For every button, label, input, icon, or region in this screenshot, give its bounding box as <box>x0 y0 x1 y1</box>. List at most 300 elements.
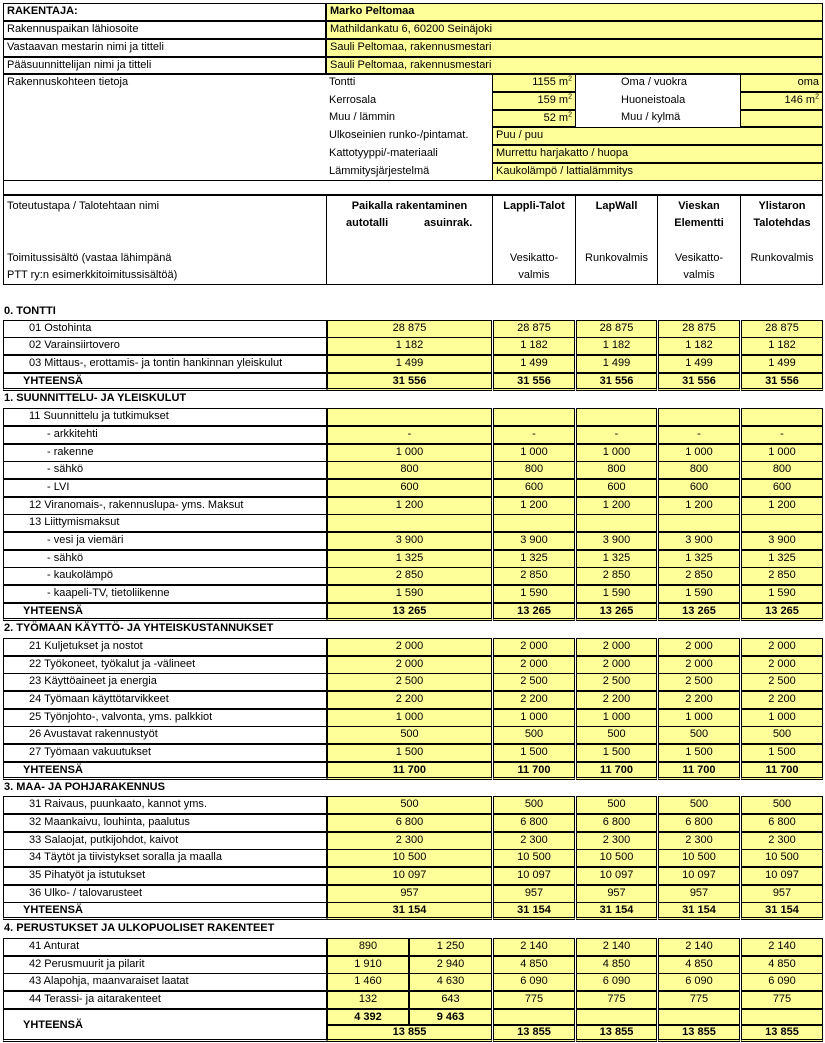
value-cell: 1 325 <box>493 550 575 568</box>
total-value: 31 556 <box>658 373 740 391</box>
value-cell: 10 097 <box>327 867 492 885</box>
value-cell: 28 875 <box>327 320 492 338</box>
value-cell: - <box>741 426 823 444</box>
section-tontti: 0. TONTTI <box>4 305 56 317</box>
row-label <box>3 849 327 867</box>
row-label-text: 33 Salaojat, putkijohdot, kaivot <box>29 834 179 846</box>
row-label <box>3 956 327 974</box>
value-cell: - <box>327 426 492 444</box>
value-cell: 2 200 <box>741 691 823 709</box>
value-cell: 10 097 <box>493 867 575 885</box>
row-label <box>3 656 327 674</box>
value-cell: 775 <box>741 991 823 1009</box>
col4-title-1: Vieskan <box>678 200 720 212</box>
value-cell: 28 875 <box>576 320 657 338</box>
total-value: 11 700 <box>327 762 492 780</box>
value-cell: 1 590 <box>576 585 657 603</box>
value-cell: 2 140 <box>576 938 657 956</box>
row-label <box>3 408 327 426</box>
toimitus-label-2: PTT ry:n esimerkkitoimitussisältöä) <box>7 269 178 281</box>
value-cell: 3 900 <box>576 532 657 550</box>
oma-label: Oma / vuokra <box>621 76 688 88</box>
col2-title: Lappli-Talot <box>503 200 565 212</box>
value-cell: 6 800 <box>327 814 492 832</box>
kerrosala-value: 159 $m^2$ <box>492 92 576 110</box>
kohde-label: Rakennuskohteen tietoja <box>7 76 129 88</box>
row-label-text: 22 Työkoneet, työkalut ja -välineet <box>29 658 196 670</box>
row-label <box>3 638 327 656</box>
value-cell: 800 <box>658 461 740 479</box>
value-cell: 957 <box>327 885 492 903</box>
total-value: 13 855 <box>493 1025 575 1042</box>
katto-value: Murrettu harjakatto / huopa <box>492 145 823 163</box>
suunnittelija-label: Pääsuunnittelijan nimi ja titteli <box>3 57 326 74</box>
row-label <box>3 355 327 373</box>
col4-title-2: Elementti <box>674 217 724 229</box>
lammitys-value: Kaukolämpö / lattialämmitys <box>492 163 823 181</box>
value-cell: 28 875 <box>741 320 823 338</box>
value-cell: 1 000 <box>327 444 492 462</box>
total-label-text: YHTEENSÄ <box>23 375 83 387</box>
value-cell: 500 <box>327 726 492 744</box>
row-label <box>3 320 327 338</box>
value-cell: 500 <box>493 726 575 744</box>
value-cell: 1 499 <box>493 355 575 373</box>
col4-toimitus-1: Vesikatto- <box>674 252 724 264</box>
value-cell: 1 200 <box>493 497 575 515</box>
row-label-text: 42 Perusmuurit ja pilarit <box>29 958 145 970</box>
value-cell: 1 200 <box>576 497 657 515</box>
value-cell: 957 <box>576 885 657 903</box>
value-cell: 800 <box>576 461 657 479</box>
total-value: 11 700 <box>493 762 575 780</box>
value-cell: 957 <box>658 885 740 903</box>
total-value: 13 265 <box>741 603 823 621</box>
total-value: 31 154 <box>576 902 657 920</box>
value-cell: 6 800 <box>658 814 740 832</box>
total-value: 11 700 <box>576 762 657 780</box>
row-label-text: 31 Raivaus, puunkaato, kannot yms. <box>29 798 207 810</box>
muu-label: Muu / lämmin <box>329 111 396 123</box>
row-label-text: - vesi ja viemäri <box>47 534 124 546</box>
value-cell <box>658 514 740 532</box>
row-label <box>3 567 327 585</box>
value-cell: 2 000 <box>741 638 823 656</box>
ulkoseinien-label: Ulkoseinien runko-/pintamat. <box>329 129 469 141</box>
value-cell: 1 499 <box>576 355 657 373</box>
value-cell: 2 000 <box>658 638 740 656</box>
col1-sub-b: asuinrak. <box>424 217 473 229</box>
value-cell: 600 <box>741 479 823 497</box>
value-cell <box>741 514 823 532</box>
value-cell: 500 <box>658 796 740 814</box>
total-value: 31 556 <box>576 373 657 391</box>
value-cell: 10 097 <box>741 867 823 885</box>
value-cell <box>741 408 823 426</box>
row-label-text: - sähkö <box>47 463 84 475</box>
value-cell: 3 900 <box>327 532 492 550</box>
row-label-text: 25 Työnjohto-, valvonta, yms. palkkiot <box>29 711 213 723</box>
value-cell: 2 850 <box>493 567 575 585</box>
value-cell: 1 000 <box>493 444 575 462</box>
value-cell: 1 325 <box>741 550 823 568</box>
osoite-value: Mathildankatu 6, 60200 Seinäjoki <box>326 21 823 39</box>
value-cell: 500 <box>658 726 740 744</box>
value-cell: 6 800 <box>493 814 575 832</box>
value-cell: 600 <box>576 479 657 497</box>
col5-title-2: Talotehdas <box>753 217 811 229</box>
value-cell: 6 090 <box>493 973 575 991</box>
row-label <box>3 673 327 691</box>
value-cell: 1 590 <box>327 585 492 603</box>
rakentaja-label: RAKENTAJA: <box>3 3 326 21</box>
total-label-text: YHTEENSÄ <box>23 764 83 776</box>
empty-cell <box>493 1009 575 1025</box>
total-value: 13 265 <box>327 603 492 621</box>
row-label-text: 36 Ulko- / talovarusteet <box>29 887 143 899</box>
empty-cell <box>576 1009 657 1025</box>
row-label-text: 13 Liittymismaksut <box>29 516 120 528</box>
tontti-label: Tontti <box>329 76 356 88</box>
col2-toimitus-1: Vesikatto- <box>509 252 559 264</box>
value-cell: 6 090 <box>741 973 823 991</box>
value-cell: 500 <box>741 796 823 814</box>
mestari-label: Vastaavan mestarin nimi ja titteli <box>3 39 326 57</box>
autotalli-value: 890 <box>327 938 409 956</box>
value-cell: 10 500 <box>327 849 492 867</box>
value-cell: 500 <box>327 796 492 814</box>
value-cell: 2 000 <box>327 638 492 656</box>
value-cell: 2 000 <box>741 656 823 674</box>
value-cell: 1 000 <box>658 709 740 727</box>
value-cell: 1 182 <box>327 337 492 355</box>
total-value: 31 556 <box>327 373 492 391</box>
value-cell: 600 <box>327 479 492 497</box>
row-label <box>3 973 327 991</box>
total-value: 13 855 <box>576 1025 657 1042</box>
value-cell: 1 000 <box>741 709 823 727</box>
row-label-text: 27 Työmaan vakuutukset <box>29 746 152 758</box>
tontti-value: 1155 $m^2$ <box>492 74 576 92</box>
asuinrak-value: 2 940 <box>409 956 492 974</box>
row-label <box>3 514 327 532</box>
row-label-text: 03 Mittaus-, erottamis- ja tontin hankinnan yleiskulut <box>29 357 283 369</box>
value-cell: 1 182 <box>658 337 740 355</box>
value-cell: 10 097 <box>658 867 740 885</box>
value-cell: 2 140 <box>658 938 740 956</box>
value-cell: 500 <box>576 726 657 744</box>
value-cell: 800 <box>327 461 492 479</box>
value-cell: 2 500 <box>576 673 657 691</box>
value-cell: 775 <box>658 991 740 1009</box>
total-value: 13 265 <box>493 603 575 621</box>
value-cell: 1 000 <box>327 709 492 727</box>
row-label <box>3 497 327 515</box>
row-label <box>3 867 327 885</box>
row-label <box>3 796 327 814</box>
rakentaja-value: Marko Peltomaa <box>326 3 823 21</box>
value-cell: 1 500 <box>741 744 823 762</box>
value-cell: - <box>576 426 657 444</box>
row-label-text: 43 Alapohja, maanvaraiset laatat <box>29 975 189 987</box>
row-label <box>3 337 327 355</box>
value-cell: 1 500 <box>658 744 740 762</box>
row-label <box>3 991 327 1009</box>
huoneistoala-value: 146 $m^2$ <box>740 92 823 110</box>
row-label-text: - rakenne <box>47 446 94 458</box>
value-cell: 500 <box>741 726 823 744</box>
value-cell: 2 200 <box>493 691 575 709</box>
paikalla-total: 13 855 <box>327 1025 492 1042</box>
value-cell: 2 140 <box>741 938 823 956</box>
value-cell: 10 500 <box>493 849 575 867</box>
row-label <box>3 461 327 479</box>
value-cell <box>493 408 575 426</box>
row-label-text: 01 Ostohinta <box>29 322 92 334</box>
value-cell: 2 300 <box>493 832 575 850</box>
row-label <box>3 814 327 832</box>
total-value: 31 556 <box>493 373 575 391</box>
row-label <box>3 444 327 462</box>
value-cell: 2 200 <box>658 691 740 709</box>
huoneistoala-label: Huoneistoala <box>621 94 686 106</box>
row-label-text: 26 Avustavat rakennustyöt <box>29 728 158 740</box>
asuinrak-value: 643 <box>409 991 492 1009</box>
value-cell: 2 000 <box>658 656 740 674</box>
value-cell: 2 850 <box>741 567 823 585</box>
value-cell: 6 090 <box>576 973 657 991</box>
total-label-text: YHTEENSÄ <box>23 904 83 916</box>
row-label-text: - LVI <box>47 481 70 493</box>
value-cell <box>576 514 657 532</box>
row-label <box>3 691 327 709</box>
row-label-text: - kaukolämpö <box>47 569 114 581</box>
toimitus-label-1: Toimitussisältö (vastaa lähimpänä <box>7 252 172 264</box>
lammitys-label: Lämmitysjärjestelmä <box>329 165 430 177</box>
row-label <box>3 744 327 762</box>
section-perustukset: 4. PERUSTUKSET JA ULKOPUOLISET RAKENTEET <box>4 922 275 934</box>
row-label <box>3 532 327 550</box>
value-cell: 6 800 <box>576 814 657 832</box>
value-cell: 4 850 <box>576 956 657 974</box>
total-label-text: YHTEENSÄ <box>23 1019 83 1031</box>
total-label-text: YHTEENSÄ <box>23 605 83 617</box>
row-label-text: 32 Maankaivu, louhinta, paalutus <box>29 816 190 828</box>
col1-title: Paikalla rakentaminen <box>351 200 468 212</box>
value-cell: 2 000 <box>327 656 492 674</box>
toteutus-label: Toteutustapa / Talotehtaan nimi <box>7 200 160 212</box>
value-cell: 1 590 <box>658 585 740 603</box>
row-label-text: 34 Täytöt ja tiivistykset soralla ja maalla <box>29 851 222 863</box>
row-label <box>3 585 327 603</box>
value-cell: 1 590 <box>493 585 575 603</box>
value-cell: 2 500 <box>493 673 575 691</box>
empty-cell <box>741 1009 823 1025</box>
osoite-label: Rakennuspaikan lähiosoite <box>3 21 326 39</box>
value-cell: 800 <box>493 461 575 479</box>
total-value: 31 556 <box>741 373 823 391</box>
value-cell: 1 499 <box>741 355 823 373</box>
asuinrak-value: 1 250 <box>409 938 492 956</box>
row-label <box>3 832 327 850</box>
row-label <box>3 726 327 744</box>
col5-title-1: Ylistaron <box>758 200 806 212</box>
row-label-text: 24 Työmaan käyttötarvikkeet <box>29 693 169 705</box>
value-cell: 2 000 <box>493 638 575 656</box>
row-label-text: 23 Käyttöaineet ja energia <box>29 675 157 687</box>
total-row-label <box>3 762 327 780</box>
row-label <box>3 885 327 903</box>
value-cell: 1 000 <box>576 444 657 462</box>
value-cell: 2 300 <box>576 832 657 850</box>
value-cell: 2 000 <box>493 656 575 674</box>
total-value: 13 855 <box>658 1025 740 1042</box>
value-cell: 500 <box>493 796 575 814</box>
total-value: 13 265 <box>576 603 657 621</box>
muu-value: 52 $m^2$ <box>492 110 576 127</box>
total-row-label <box>3 902 327 920</box>
row-label-text: - arkkitehti <box>47 428 98 440</box>
row-label <box>3 426 327 444</box>
suunnittelija-value: Sauli Peltomaa, rakennusmestari <box>326 57 823 74</box>
value-cell: 6 090 <box>658 973 740 991</box>
value-cell: 1 200 <box>327 497 492 515</box>
value-cell: 1 325 <box>576 550 657 568</box>
value-cell: 1 500 <box>576 744 657 762</box>
value-cell: - <box>493 426 575 444</box>
total-row-label <box>3 603 327 621</box>
col5-toimitus: Runkovalmis <box>750 252 814 264</box>
row-label-text: - sähkö <box>47 552 84 564</box>
row-label-text: 02 Varainsiirtovero <box>29 339 120 351</box>
autotalli-total: 4 392 <box>327 1009 409 1025</box>
value-cell: 1 000 <box>493 709 575 727</box>
col1-sub-a: autotalli <box>346 217 389 229</box>
col2-toimitus-2: valmis <box>518 269 550 281</box>
total-value: 31 154 <box>327 902 492 920</box>
value-cell: 1 182 <box>741 337 823 355</box>
value-cell: 2 000 <box>576 638 657 656</box>
value-cell: 28 875 <box>493 320 575 338</box>
value-cell <box>658 408 740 426</box>
value-cell: 1 325 <box>658 550 740 568</box>
row-label <box>3 709 327 727</box>
value-cell: 2 200 <box>576 691 657 709</box>
autotalli-value: 132 <box>327 991 409 1009</box>
total-value: 11 700 <box>741 762 823 780</box>
row-label <box>3 938 327 956</box>
value-cell: 1 182 <box>576 337 657 355</box>
asuinrak-total: 9 463 <box>409 1009 492 1025</box>
value-cell: 10 500 <box>658 849 740 867</box>
col3-title: LapWall <box>595 200 638 212</box>
value-cell: 2 300 <box>741 832 823 850</box>
row-label-text: 35 Pihatyöt ja istutukset <box>29 869 146 881</box>
value-cell: 2 500 <box>327 673 492 691</box>
value-cell: 2 300 <box>327 832 492 850</box>
value-cell: 800 <box>741 461 823 479</box>
value-cell <box>327 514 492 532</box>
header-block <box>3 180 823 195</box>
value-cell: 28 875 <box>658 320 740 338</box>
value-cell: 3 900 <box>658 532 740 550</box>
col3-toimitus: Runkovalmis <box>585 252 648 264</box>
section-maa: 3. MAA- JA POHJARAKENNUS <box>4 781 165 793</box>
value-cell: 600 <box>658 479 740 497</box>
total-value: 31 154 <box>658 902 740 920</box>
value-cell: 957 <box>493 885 575 903</box>
oma-value: oma <box>740 74 823 92</box>
value-cell: 1 590 <box>741 585 823 603</box>
value-cell: 2 850 <box>576 567 657 585</box>
total-row-label <box>3 1009 327 1042</box>
value-cell: 775 <box>576 991 657 1009</box>
value-cell: 4 850 <box>658 956 740 974</box>
row-label-text: 44 Terassi- ja aitarakenteet <box>29 993 161 1005</box>
total-value: 31 154 <box>493 902 575 920</box>
total-value: 11 700 <box>658 762 740 780</box>
total-row-label <box>3 373 327 391</box>
value-cell: 1 182 <box>493 337 575 355</box>
value-cell: 10 097 <box>576 867 657 885</box>
value-cell: 3 900 <box>741 532 823 550</box>
value-cell: 1 499 <box>327 355 492 373</box>
section-suunnittelu: 1. SUUNNITTELU- JA YLEISKULUT <box>4 392 187 404</box>
value-cell: 10 500 <box>576 849 657 867</box>
ulkoseinien-value: Puu / puu <box>492 127 823 145</box>
value-cell: 2 000 <box>576 656 657 674</box>
row-label <box>3 550 327 568</box>
value-cell <box>493 514 575 532</box>
katto-label: Kattotyyppi/-materiaali <box>329 147 438 159</box>
total-value: 13 265 <box>658 603 740 621</box>
value-cell: 1 000 <box>741 444 823 462</box>
empty-cell <box>658 1009 740 1025</box>
asuinrak-value: 4 630 <box>409 973 492 991</box>
row-label-text: 12 Viranomais-, rakennuslupa- yms. Maksut <box>29 499 244 511</box>
value-cell: 2 850 <box>327 567 492 585</box>
row-label-text: 11 Suunnittelu ja tutkimukset <box>29 410 169 422</box>
value-cell: 2 140 <box>493 938 575 956</box>
value-cell: 3 900 <box>493 532 575 550</box>
total-value: 31 154 <box>741 902 823 920</box>
value-cell: 1 500 <box>327 744 492 762</box>
kylma-value <box>740 110 823 127</box>
value-cell: 1 000 <box>658 444 740 462</box>
value-cell: 10 500 <box>741 849 823 867</box>
value-cell: 1 500 <box>493 744 575 762</box>
value-cell: 2 850 <box>658 567 740 585</box>
value-cell: 2 300 <box>658 832 740 850</box>
row-label-text: - kaapeli-TV, tietoliikenne <box>47 587 170 599</box>
value-cell: 1 000 <box>576 709 657 727</box>
mestari-value: Sauli Peltomaa, rakennusmestari <box>326 39 823 57</box>
value-cell: 957 <box>741 885 823 903</box>
section-tyomaa: 2. TYÖMAAN KÄYTTÖ- JA YHTEISKUSTANNUKSET <box>4 622 274 634</box>
value-cell: 2 200 <box>327 691 492 709</box>
value-cell: 1 499 <box>658 355 740 373</box>
row-label-text: 41 Anturat <box>29 940 80 952</box>
value-cell: 2 500 <box>658 673 740 691</box>
value-cell: 1 325 <box>327 550 492 568</box>
autotalli-value: 1 910 <box>327 956 409 974</box>
value-cell: 2 500 <box>741 673 823 691</box>
value-cell <box>576 408 657 426</box>
value-cell: 775 <box>493 991 575 1009</box>
row-label <box>3 479 327 497</box>
autotalli-value: 1 460 <box>327 973 409 991</box>
row-label-text: 21 Kuljetukset ja nostot <box>29 640 143 652</box>
